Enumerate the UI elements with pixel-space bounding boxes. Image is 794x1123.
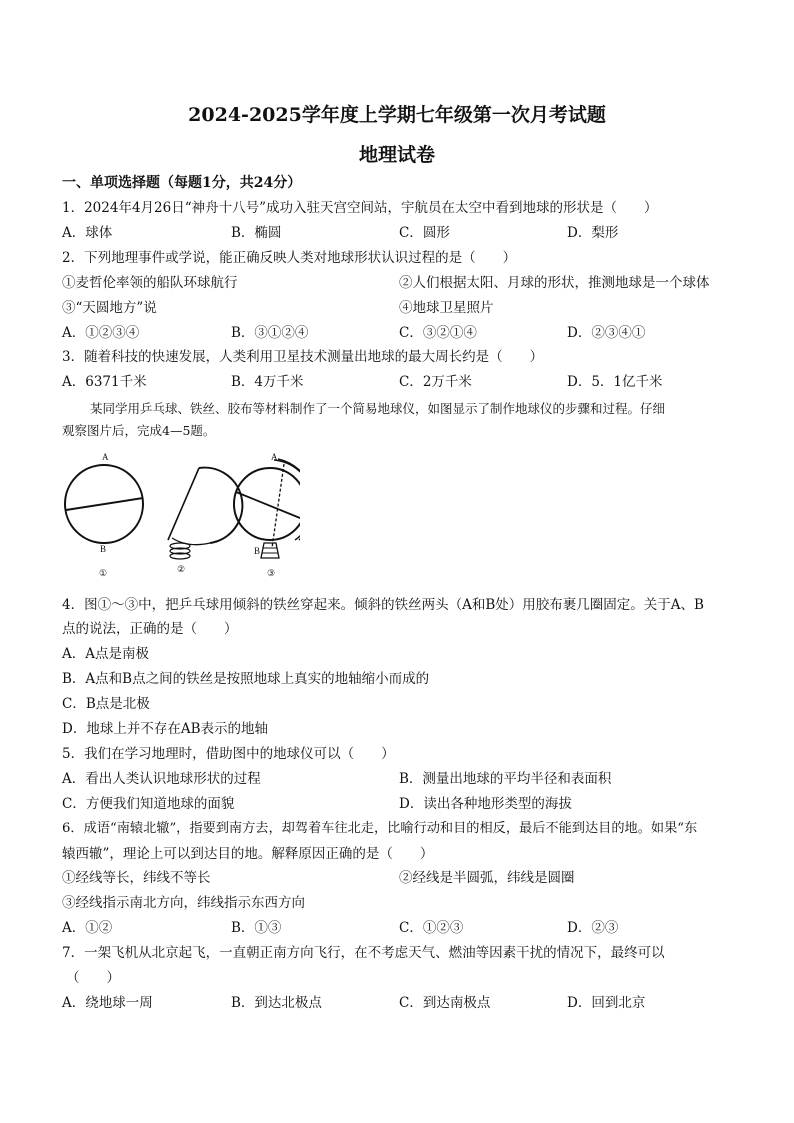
q4-option-d: D．地球上并不存在AB表示的地轴 bbox=[62, 721, 268, 737]
q6-option-d: D．②③ bbox=[567, 920, 619, 936]
q6-option-b: B．①③ bbox=[231, 920, 282, 936]
q7-option-b: B．到达北极点 bbox=[231, 995, 322, 1011]
q4-option-b: B．A点和B点之间的铁丝是按照地球上真实的地轴缩小而成的 bbox=[62, 671, 430, 687]
question-6-stem-line-1: 6．成语“南辕北辙”，指要到南方去，却驾着车往北走，比喻行动和目的相反，最后不能到达目的地。如果“东 bbox=[62, 821, 698, 836]
passage-line-2: 观察图片后，完成4—5题。 bbox=[62, 423, 216, 438]
q2-item-4: ④地球卫星照片 bbox=[399, 300, 494, 316]
figure-2-half-ball bbox=[168, 468, 242, 574]
q6-option-c: C．①②③ bbox=[399, 920, 464, 936]
q2-item-3: ③“天圆地方”说 bbox=[62, 300, 157, 316]
q6-item-3: ③经线指示南北方向，纬线指示东西方向 bbox=[62, 895, 305, 911]
q3-option-d: D．5．1亿千米 bbox=[567, 374, 663, 390]
q2-option-b: B．③①②④ bbox=[231, 325, 309, 341]
q2-option-a: A．①②③④ bbox=[62, 325, 140, 341]
fig1-number: ① bbox=[99, 568, 108, 578]
passage-line-1: 某同学用乒乓球、铁丝、胶布等材料制作了一个简易地球仪，如图显示了制作地球仪的步骤和过程。仔细 bbox=[90, 401, 666, 416]
q2-option-c: C．③②①④ bbox=[399, 325, 477, 341]
exam-subtitle: 地理试卷 bbox=[358, 144, 435, 166]
q5-option-c: C．方便我们知道地球的面貌 bbox=[62, 796, 235, 812]
q7-option-d: D．回到北京 bbox=[567, 995, 646, 1011]
q4-option-c: C．B点是北极 bbox=[62, 696, 150, 712]
fig3-label-a: A bbox=[271, 452, 278, 462]
question-7-stem-line-2: （ ） bbox=[66, 970, 120, 986]
q6-item-2: ②经线是半圆弧，纬线是圆圈 bbox=[399, 870, 575, 886]
question-1-stem: 1．2024年4月26日“神舟十八号”成功入驻天宫空间站，宇航员在太空中看到地球的形状是（ ） bbox=[62, 200, 658, 216]
exam-title: 2024-2025学年度上学期七年级第一次月考试题 bbox=[188, 104, 606, 126]
q7-option-a: A．绕地球一周 bbox=[62, 995, 153, 1011]
fig1-label-a: A bbox=[102, 452, 109, 462]
q5-option-b: B．测量出地球的平均半径和表面积 bbox=[399, 771, 612, 787]
q3-option-a: A．6371千米 bbox=[62, 374, 147, 390]
question-4-stem-line-1: 4．图①～③中，把乒乓球用倾斜的铁丝穿起来。倾斜的铁丝两头（A和B处）用胶布裹几圈固定。关于A、B bbox=[62, 597, 704, 613]
passage-intro bbox=[62, 398, 734, 442]
question-4-stem-line-2: 点的说法，正确的是（ ） bbox=[62, 621, 238, 637]
figure-1-ball bbox=[65, 452, 143, 578]
fig2-number: ② bbox=[177, 564, 186, 574]
question-5-stem: 5．我们在学习地理时，借助图中的地球仪可以（ ） bbox=[62, 746, 395, 762]
q1-option-d: D．梨形 bbox=[567, 225, 619, 241]
q2-item-2: ②人们根据太阳、月球的形状，推测地球是一个球体 bbox=[399, 275, 710, 291]
fig3-number: ③ bbox=[267, 568, 276, 578]
q6-option-a: A．①② bbox=[62, 920, 113, 936]
question-7-stem-line-1: 7．一架飞机从北京起飞，一直朝正南方向飞行，在不考虑天气、燃油等因素干扰的情况下，最终可以 bbox=[62, 945, 665, 961]
q6-item-1: ①经线等长，纬线不等长 bbox=[62, 870, 211, 886]
q2-option-d: D．②③④① bbox=[567, 325, 646, 341]
q2-item-1: ①麦哲伦率领的船队环球航行 bbox=[62, 275, 238, 291]
question-2-stem: 2．下列地理事件或学说，能正确反映人类对地球形状认识过程的是（ ） bbox=[62, 250, 517, 266]
figure-3-globe bbox=[234, 452, 300, 578]
section-heading: 一、单项选择题（每题1分，共24分） bbox=[62, 175, 302, 191]
q3-option-b: B．4万千米 bbox=[231, 374, 304, 390]
question-3-stem: 3．随着科技的快速发展，人类利用卫星技术测量出地球的最大周长约是（ ） bbox=[62, 349, 544, 365]
q7-option-c: C．到达南极点 bbox=[399, 995, 491, 1011]
q5-option-d: D．读出各种地形类型的海拔 bbox=[399, 796, 572, 812]
globe-making-figure bbox=[60, 448, 300, 580]
fig3-label-b: B bbox=[254, 546, 261, 556]
q1-option-b: B．椭圆 bbox=[231, 225, 282, 241]
q3-option-c: C．2万千米 bbox=[399, 374, 472, 390]
question-6-stem-line-2: 辕西辙”，理论上可以到达目的地。解释原因正确的是（ ） bbox=[62, 846, 434, 862]
fig1-label-b: B bbox=[100, 544, 107, 554]
q1-option-c: C．圆形 bbox=[399, 225, 450, 241]
q4-option-a: A．A点是南极 bbox=[62, 646, 149, 662]
q1-option-a: A．球体 bbox=[62, 225, 113, 241]
q5-option-a: A．看出人类认识地球形状的过程 bbox=[62, 771, 261, 787]
